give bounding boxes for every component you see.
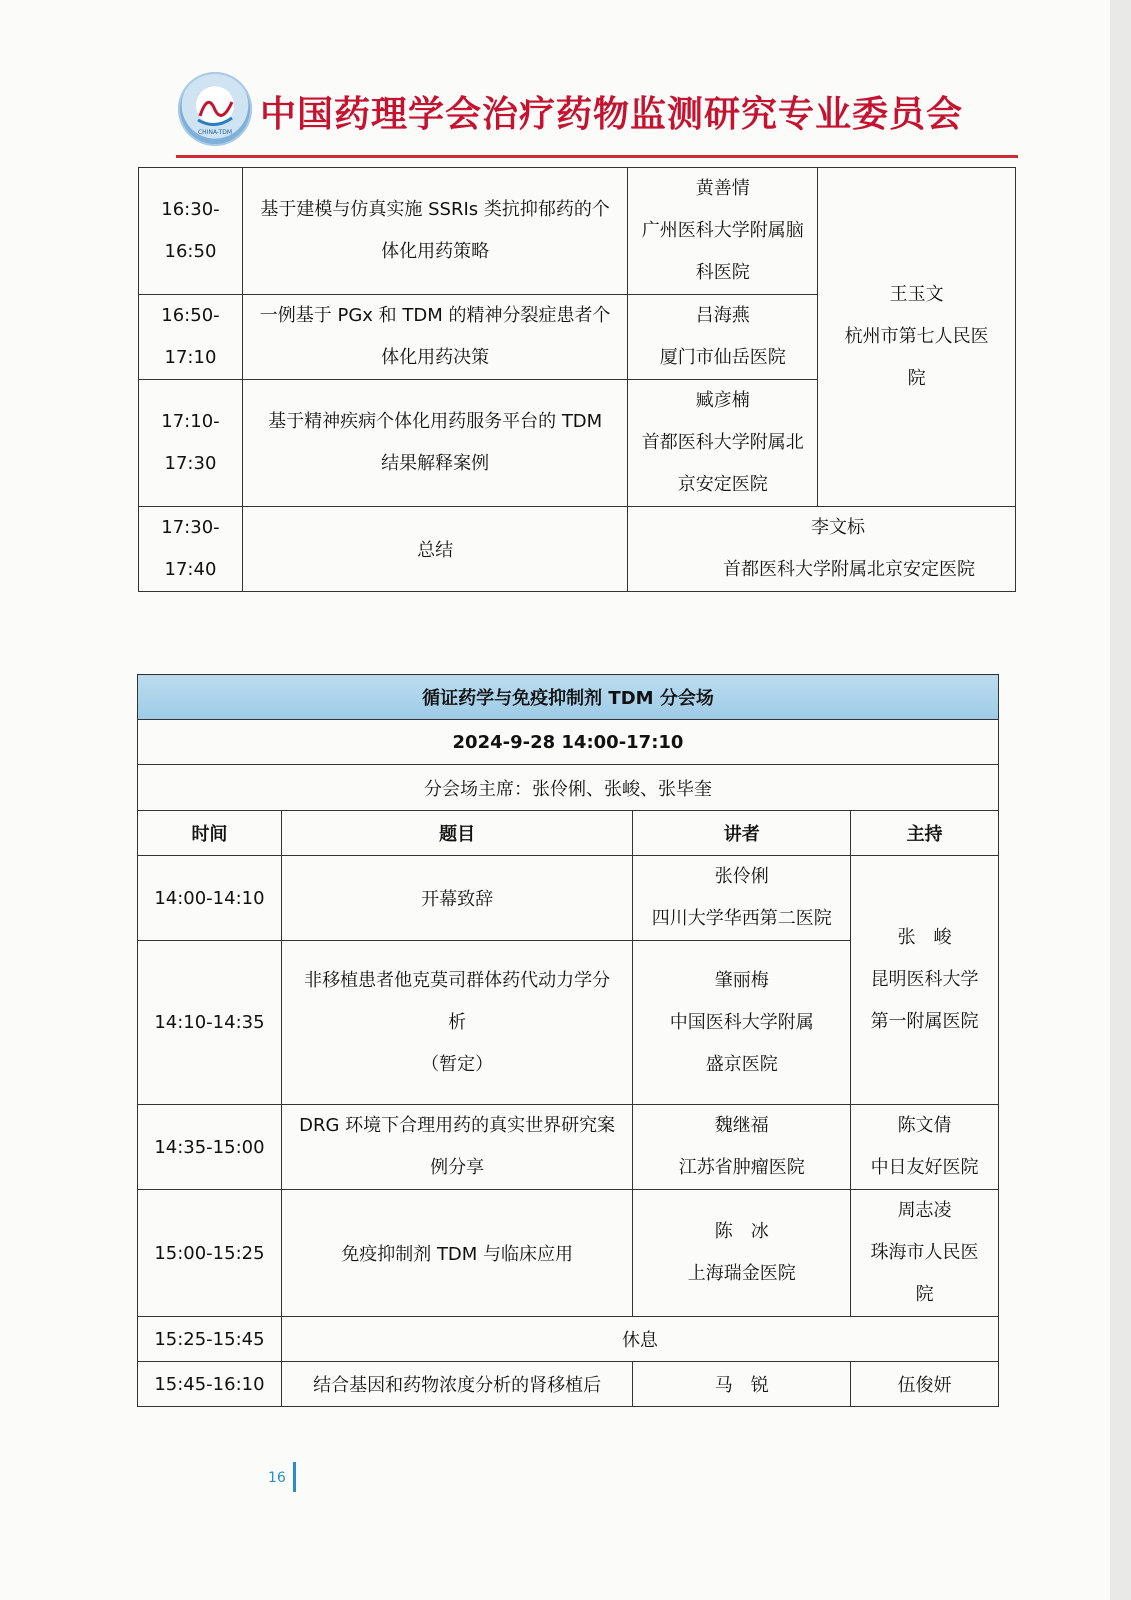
- host-cell: 周志凌 珠海市人民医 院: [851, 1190, 999, 1317]
- time-cell: 15:25-15:45: [138, 1317, 282, 1362]
- speaker-cell: 陈 冰 上海瑞金医院: [633, 1190, 851, 1317]
- time-cell: 17:30- 17:40: [139, 507, 243, 592]
- host-cell: 陈文倩 中日友好医院: [851, 1105, 999, 1190]
- column-header-time: 时间: [138, 811, 282, 856]
- host-cell: 张 峻 昆明医科大学 第一附属医院: [851, 856, 999, 1105]
- topic-cell: 免疫抑制剂 TDM 与临床应用: [281, 1190, 633, 1317]
- speaker-cell: 李文标 首都医科大学附属北京安定医院: [628, 507, 1016, 592]
- time-cell: 16:50- 17:10: [139, 295, 243, 380]
- table-row: [138, 1105, 999, 1190]
- society-logo: [178, 72, 252, 146]
- speaker-cell: 臧彦楠 首都医科大学附属北 京安定医院: [628, 380, 818, 507]
- time-cell: 14:10-14:35: [138, 941, 282, 1105]
- host-cell: 伍俊妍: [851, 1362, 999, 1407]
- table-row: [138, 856, 999, 941]
- time-cell: 16:30- 16:50: [139, 168, 243, 295]
- page-number-bar: [293, 1462, 296, 1492]
- table-row: [139, 507, 1016, 592]
- time-cell: 17:10- 17:30: [139, 380, 243, 507]
- scan-edge: [1110, 0, 1131, 1600]
- topic-cell: 开幕致辞: [281, 856, 633, 941]
- speaker-cell: 黄善情 广州医科大学附属脑 科医院: [628, 168, 818, 295]
- topic-cell: 基于精神疾病个体化用药服务平台的 TDM 结果解释案例: [242, 380, 627, 507]
- table-row: [138, 1317, 999, 1362]
- session-date-row: [138, 720, 999, 765]
- topic-cell: 结合基因和药物浓度分析的肾移植后: [281, 1362, 633, 1407]
- topic-cell: 基于建模与仿真实施 SSRIs 类抗抑郁药的个 体化用药策略: [242, 168, 627, 295]
- session-title-row: [138, 675, 999, 720]
- table-row: [138, 1190, 999, 1317]
- header-divider: [176, 155, 1018, 158]
- topic-cell: DRG 环境下合理用药的真实世界研究案 例分享: [281, 1105, 633, 1190]
- logo-text: CHINA-TDM: [197, 129, 233, 136]
- table-row: [139, 168, 1016, 295]
- topic-cell: 非移植患者他克莫司群体药代动力学分 析 （暂定）: [281, 941, 633, 1105]
- time-cell: 14:00-14:10: [138, 856, 282, 941]
- time-cell: 15:00-15:25: [138, 1190, 282, 1317]
- speaker-cell: 马 锐: [633, 1362, 851, 1407]
- speaker-cell: 魏继福 江苏省肿瘤医院: [633, 1105, 851, 1190]
- break-cell: 休息: [281, 1317, 998, 1362]
- session-date: 2024-9-28 14:00-17:10: [138, 720, 999, 765]
- time-cell: 14:35-15:00: [138, 1105, 282, 1190]
- header-title: 中国药理学会治疗药物监测研究专业委员会: [260, 94, 964, 135]
- session-title: 循证药学与免疫抑制剂 TDM 分会场: [138, 675, 999, 720]
- time-cell: 15:45-16:10: [138, 1362, 282, 1407]
- schedule-table-continued: [138, 167, 1016, 592]
- page-number: 16: [268, 1470, 286, 1486]
- table-header-row: [138, 811, 999, 856]
- topic-cell: 一例基于 PGx 和 TDM 的精神分裂症患者个 体化用药决策: [242, 295, 627, 380]
- column-header-host: 主持: [851, 811, 999, 856]
- speaker-cell: 肇丽梅 中国医科大学附属 盛京医院: [633, 941, 851, 1105]
- host-cell: 王玉文 杭州市第七人民医 院: [818, 168, 1016, 507]
- session-schedule-table: [137, 674, 999, 1407]
- table-row: [138, 1362, 999, 1407]
- topic-cell: 总结: [242, 507, 627, 592]
- session-chairs-row: [138, 765, 999, 811]
- session-chairs: 分会场主席：张伶俐、张峻、张毕奎: [138, 765, 999, 811]
- column-header-speaker: 讲者: [633, 811, 851, 856]
- speaker-cell: 张伶俐 四川大学华西第二医院: [633, 856, 851, 941]
- speaker-cell: 吕海燕 厦门市仙岳医院: [628, 295, 818, 380]
- column-header-topic: 题目: [281, 811, 633, 856]
